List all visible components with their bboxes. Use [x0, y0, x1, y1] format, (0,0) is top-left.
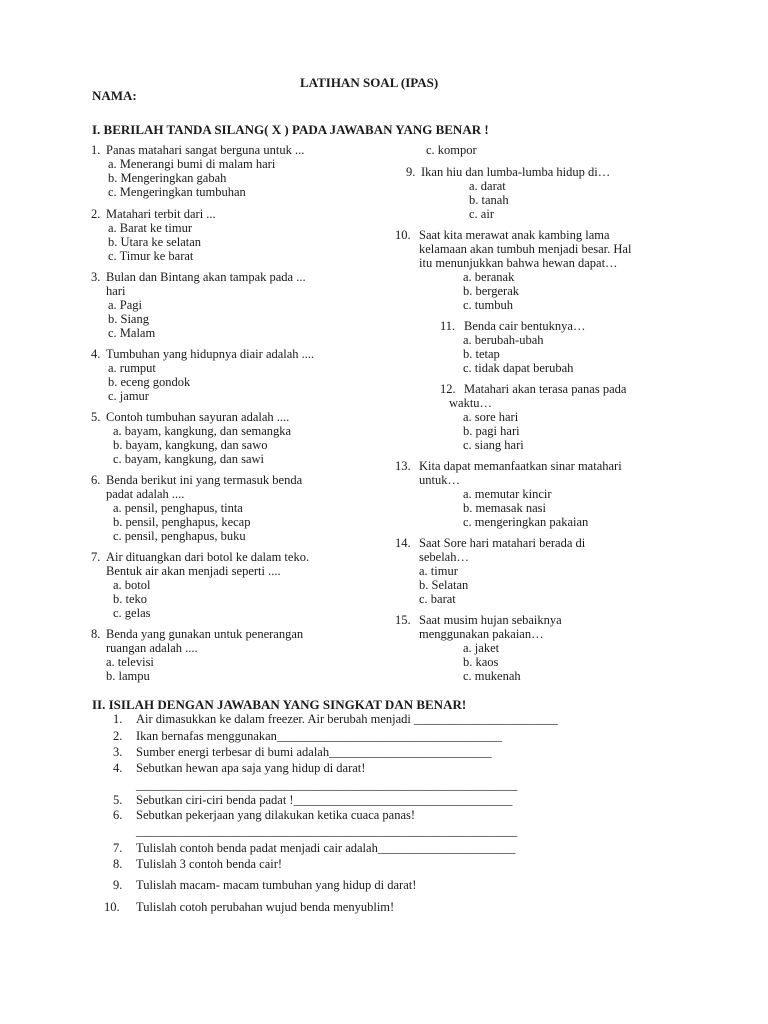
name-label: NAMA: [92, 88, 137, 103]
essay-text: Tulislah cotoh perubahan wujud benda menyublim! [136, 900, 395, 914]
essay-text: Sebutkan pekerjaan yang dilakukan ketika cuaca panas! [136, 808, 416, 822]
question-number: 4. [91, 347, 101, 361]
page-title: LATIHAN SOAL (IPAS) [300, 75, 439, 90]
essay-number: 8. [113, 857, 123, 871]
option-b: b. Utara ke selatan [108, 235, 202, 249]
option-b: b. Mengeringkan gabah [108, 171, 227, 185]
option-b: b. tanah [469, 193, 509, 207]
option-a: a. beranak [463, 270, 515, 284]
question-text: Kita dapat memanfaatkan sinar matahari [419, 459, 622, 473]
question-number: 7. [91, 550, 101, 564]
option-c: c. siang hari [463, 438, 524, 452]
option-b: b. Siang [108, 312, 149, 326]
essay-number: 9. [113, 878, 123, 892]
section-1-title: I. BERILAH TANDA SILANG( X ) PADA JAWABAN YANG BENAR ! [92, 122, 489, 137]
essay-text: Air dimasukkan ke dalam freezer. Air berubah menjadi _______________________ [136, 712, 558, 726]
question-number: 10. [395, 228, 411, 242]
essay-number: 2. [113, 729, 123, 743]
question-text-cont: waktu… [449, 396, 493, 410]
essay-number: 1. [113, 712, 123, 726]
question-text-cont: hari [106, 284, 126, 298]
option-a: a. memutar kincir [463, 487, 552, 501]
option-b: b. eceng gondok [108, 375, 191, 389]
question-text: Panas matahari sangat berguna untuk ... [106, 143, 305, 157]
option-b: b. teko [113, 592, 148, 606]
essay-text: Sebutkan hewan apa saja yang hidup di darat! [136, 761, 366, 775]
option-a: a. Menerangi bumi di malam hari [108, 157, 276, 171]
essay-text: Sumber energi terbesar di bumi adalah__________________________ [136, 745, 492, 759]
option-a: a. darat [469, 179, 506, 193]
option-a: a. berubah-ubah [463, 333, 544, 347]
question-text: Tumbuhan yang hidupnya diair adalah .... [106, 347, 315, 361]
option-c: c. pensil, penghapus, buku [113, 529, 246, 543]
option-a: a. jaket [463, 641, 500, 655]
option-a: a. bayam, kangkung, dan semangka [113, 424, 292, 438]
option-a: a. rumput [108, 361, 156, 375]
question-number: 1. [91, 143, 101, 157]
essay-text: Tulislah macam- macam tumbuhan yang hidup di darat! [136, 878, 417, 892]
question-text-cont: menggunakan pakaian… [419, 627, 544, 641]
question-text-cont: padat adalah .... [106, 487, 185, 501]
option-b: b. kaos [463, 655, 499, 669]
option-a: a. botol [113, 578, 151, 592]
option-c: c. Timur ke barat [108, 249, 194, 263]
essay-number: 5. [113, 793, 123, 807]
option-b: b. tetap [463, 347, 500, 361]
question-text-cont: Bentuk air akan menjadi seperti .... [106, 564, 281, 578]
question-number: 5. [91, 410, 101, 424]
question-text-cont: untuk… [419, 473, 460, 487]
question-text: Ikan hiu dan lumba-lumba hidup di… [421, 165, 611, 179]
option-b: b. bayam, kangkung, dan sawo [113, 438, 268, 452]
option-b: b. lampu [106, 669, 150, 683]
question-text: Bulan dan Bintang akan tampak pada ... [106, 270, 306, 284]
option-a: a. Pagi [108, 298, 143, 312]
essay-text: Ikan bernafas menggunakan____________________________________ [136, 729, 502, 743]
question-text: Contoh tumbuhan sayuran adalah .... [106, 410, 290, 424]
question-number: 13. [395, 459, 411, 473]
question-text: Saat Sore hari matahari berada di [419, 536, 586, 550]
option-c: c. tumbuh [463, 298, 513, 312]
question-number: 2. [91, 207, 101, 221]
essay-number: 7. [113, 841, 123, 855]
option-a: a. timur [419, 564, 458, 578]
option-b: b. memasak nasi [463, 501, 546, 515]
question-number: 9. [406, 165, 416, 179]
option-c: c. mukenah [463, 669, 521, 683]
option-c: c. kompor [426, 143, 477, 157]
option-c: c. bayam, kangkung, dan sawi [113, 452, 265, 466]
option-c: c. jamur [108, 389, 149, 403]
question-text: Matahari terbit dari ... [106, 207, 216, 221]
option-b: b. Selatan [419, 578, 469, 592]
question-text: Saat kita merawat anak kambing lama [419, 228, 610, 242]
question-text: Matahari akan terasa panas pada [464, 382, 627, 396]
question-number: 8. [91, 627, 101, 641]
option-c: c. gelas [113, 606, 151, 620]
option-b: b. bergerak [463, 284, 519, 298]
question-text-cont: ruangan adalah .... [106, 641, 198, 655]
essay-number: 6. [113, 808, 123, 822]
essay-number: 3. [113, 745, 123, 759]
question-text-cont: itu menunjukkan bahwa hewan dapat… [419, 256, 618, 270]
option-c: c. Malam [108, 326, 156, 340]
question-text: Air dituangkan dari botol ke dalam teko. [106, 550, 310, 564]
question-number: 14. [395, 536, 411, 550]
question-number: 11. [440, 319, 456, 333]
question-number: 6. [91, 473, 101, 487]
question-number: 12. [440, 382, 456, 396]
question-text-cont: kelamaan akan tumbuh menjadi besar. Hal [419, 242, 632, 256]
option-a: a. televisi [106, 655, 154, 669]
answer-line: _____________________________________________________________ [136, 778, 518, 792]
question-text: Benda berikut ini yang termasuk benda [106, 473, 303, 487]
essay-text: Tulislah 3 contoh benda cair! [136, 857, 283, 871]
option-b: b. pagi hari [463, 424, 520, 438]
question-number: 15. [395, 613, 411, 627]
essay-number: 4. [113, 761, 123, 775]
question-text-cont: sebelah… [419, 550, 469, 564]
option-c: c. mengeringkan pakaian [463, 515, 589, 529]
option-c: c. tidak dapat berubah [463, 361, 574, 375]
answer-line: _____________________________________________________________ [136, 824, 518, 838]
option-c: c. barat [419, 592, 456, 606]
essay-text: Sebutkan ciri-ciri benda padat !___________________________________ [136, 793, 513, 807]
option-b: b. pensil, penghapus, kecap [113, 515, 251, 529]
option-c: c. Mengeringkan tumbuhan [108, 185, 246, 199]
option-a: a. Barat ke timur [108, 221, 192, 235]
essay-text: Tulislah contoh benda padat menjadi cair adalah______________________ [136, 841, 516, 855]
option-c: c. air [469, 207, 494, 221]
section-2-title: II. ISILAH DENGAN JAWABAN YANG SINGKAT DAN BENAR! [92, 697, 467, 712]
question-text: Saat musim hujan sebaiknya [419, 613, 562, 627]
option-a: a. pensil, penghapus, tinta [113, 501, 243, 515]
essay-number: 10. [104, 900, 120, 914]
question-text: Benda yang gunakan untuk penerangan [106, 627, 304, 641]
question-number: 3. [91, 270, 101, 284]
option-a: a. sore hari [463, 410, 519, 424]
question-text: Benda cair bentuknya… [464, 319, 586, 333]
